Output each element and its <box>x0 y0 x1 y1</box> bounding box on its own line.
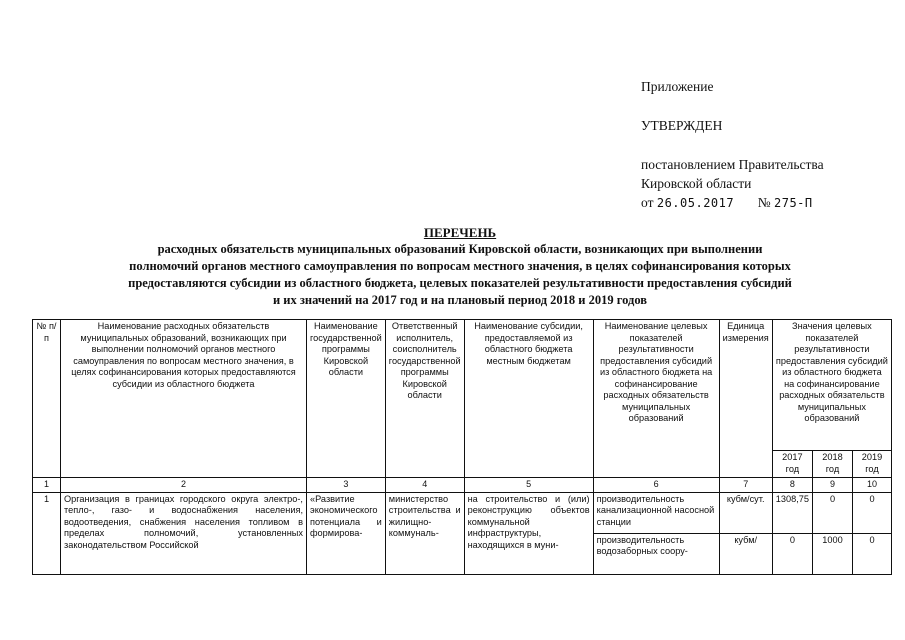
header-obligation: Наименование расходных обязательств муниципальных образований, возникающих при выполнении полномочий органов местного самоуправления по вопросам местного значения, в целях софинансирования которых предоставляются субсидии из областного бюджета <box>61 320 307 478</box>
decree-date-line <box>641 193 891 213</box>
header-year-2019: 2019 год <box>853 451 892 478</box>
header-year-2017: 2017 год <box>772 451 812 478</box>
header-subsidy: Наименование субсидии, предоставляемой из областного бюджета местным бюджетам <box>464 320 593 478</box>
row-indicator-2: производительность водозаборных соору- <box>593 533 719 574</box>
title-line-1: расходных обязательств муниципальных образований Кировской области, возникающих при выполнении <box>157 242 763 256</box>
approved-label: УТВЕРЖДЕН <box>641 118 723 133</box>
header-year-2018: 2018 год <box>813 451 853 478</box>
row-value-2017-1: 1308,75 <box>772 492 812 533</box>
row-value-2019-2: 0 <box>853 533 892 574</box>
row-unit-2: кубм/ <box>719 533 772 574</box>
col-num-9: 9 <box>813 478 853 493</box>
col-num-2: 2 <box>61 478 307 493</box>
decree-number: 275-П <box>774 196 813 210</box>
date-prefix: от <box>641 195 654 210</box>
header-indicator: Наименование целевых показателей результативности предоставления субсидий из областного бюджета на софинансирование расходных обязательств муниципальных образований <box>593 320 719 478</box>
row-responsible: министерство строительства и жилищно-коммуналь- <box>385 492 464 574</box>
row-program: «Развитие экономического потенциала и формирова- <box>307 492 386 574</box>
appendix-label: Приложение <box>641 79 714 94</box>
header-responsible: Ответственный исполнитель, соисполнитель государственной программы Кировской области <box>385 320 464 478</box>
column-number-row <box>33 478 892 493</box>
approval-block <box>641 77 891 213</box>
table-row <box>33 492 892 533</box>
title-main: ПЕРЕЧЕНЬ <box>423 225 497 240</box>
row-value-2017-2: 0 <box>772 533 812 574</box>
col-num-6: 6 <box>593 478 719 493</box>
header-values: Значения целевых показателей результативности предоставления субсидий из областного бюджета на софинансирование расходных обязательств муниципальных образований <box>772 320 891 451</box>
col-num-3: 3 <box>307 478 386 493</box>
header-program: Наименование государственной программы Кировской области <box>307 320 386 478</box>
col-num-10: 10 <box>853 478 892 493</box>
row-obligation: Организация в границах городского округа электро-, тепло-, газо- и водоснабжения населения, водоотведения, снабжения населения топливом в пределах полномочий, установленных законодательством Российской <box>61 492 307 574</box>
col-num-4: 4 <box>385 478 464 493</box>
col-num-7: 7 <box>719 478 772 493</box>
document-title <box>40 224 880 309</box>
row-value-2018-2: 1000 <box>813 533 853 574</box>
row-value-2018-1: 0 <box>813 492 853 533</box>
expenditure-table <box>32 319 892 575</box>
header-row <box>33 320 892 451</box>
row-subsidy: на строительство и (или) реконструкцию объектов коммунальной инфраструктуры, находящихся в муни- <box>464 492 593 574</box>
row-unit-1: кубм/сут. <box>719 492 772 533</box>
decree-line-1: постановлением Правительства <box>641 157 824 172</box>
row-indicator-1: производительность канализационной насосной станции <box>593 492 719 533</box>
number-prefix: № <box>757 195 771 210</box>
decree-line-2: Кировской области <box>641 176 752 191</box>
header-num: № п/п <box>33 320 61 478</box>
col-num-8: 8 <box>772 478 812 493</box>
decree-date: 26.05.2017 <box>656 196 735 210</box>
row-num: 1 <box>33 492 61 574</box>
header-unit: Единица измерения <box>719 320 772 478</box>
title-line-2: полномочий органов местного самоуправления по вопросам местного значения, в целях софинансирования которых <box>129 259 791 273</box>
title-line-4: и их значений на 2017 год и на плановый период 2018 и 2019 годов <box>272 293 648 307</box>
title-line-3: предоставляются субсидии из областного бюджета, целевых показателей результативности предоставления субсидий <box>128 276 792 290</box>
col-num-5: 5 <box>464 478 593 493</box>
row-value-2019-1: 0 <box>853 492 892 533</box>
col-num-1: 1 <box>33 478 61 493</box>
